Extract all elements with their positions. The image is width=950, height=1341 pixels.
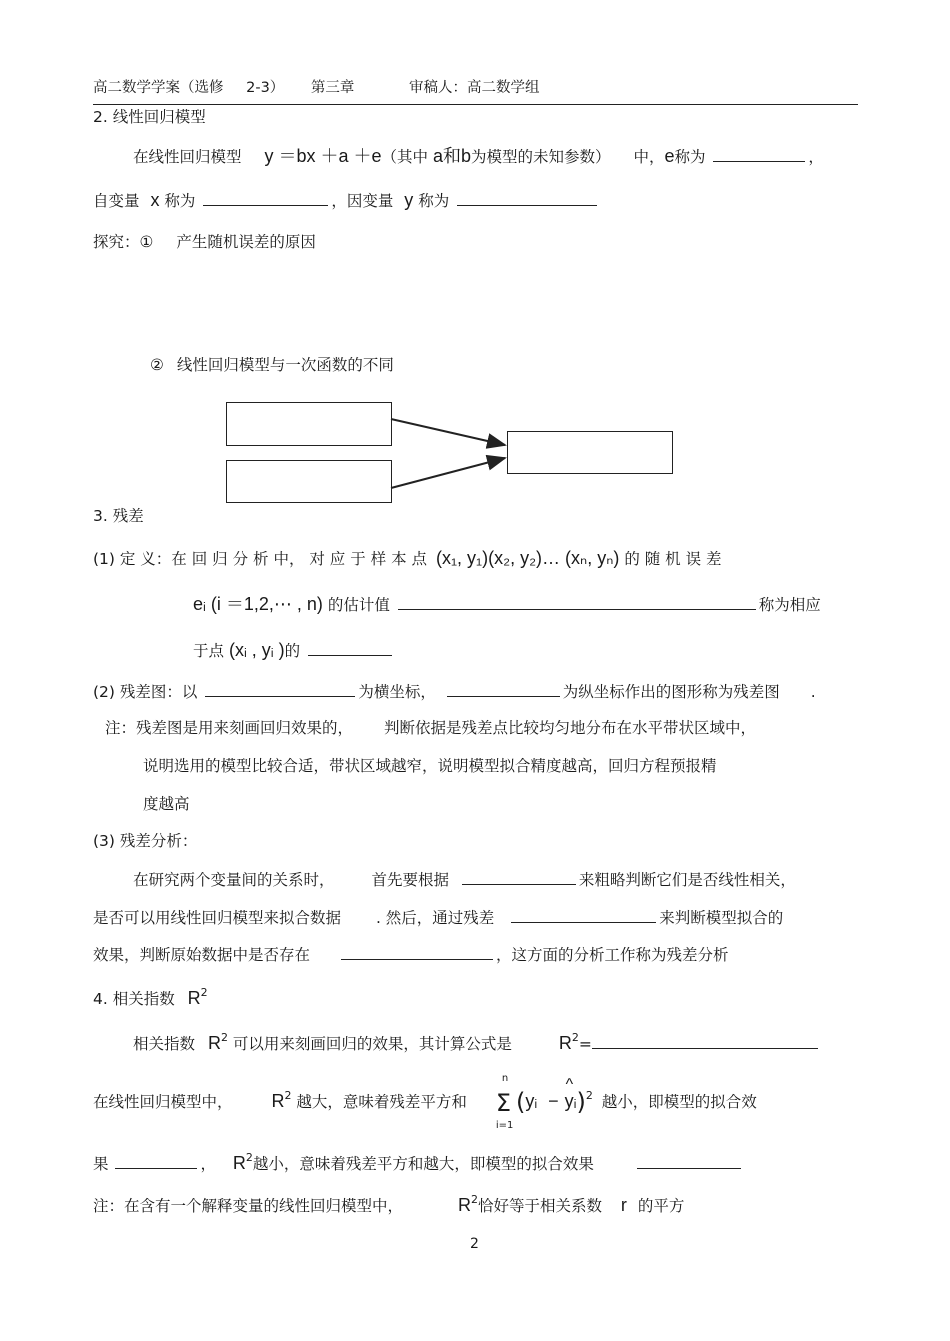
note-line3: 度越高 [143, 795, 190, 813]
r2-line1: 相关指数 $R^2$ 可以用来刻画回归的效果，其计算公式是 $R^2=$ [133, 1031, 821, 1055]
note-line2: 说明选用的模型比较合适，带状区域越窄，说明模型拟合精度越高，回归方程预报精 [143, 757, 717, 775]
sec2-para2: 自变量 x 称为 ，因变量 y 称为 [93, 190, 600, 212]
header-course: 2-3） [246, 80, 285, 96]
note-line1: 注：残差图是用来刻画回归效果的， 判断依据是残差点比较均匀地分布在水平带状区域中， [105, 719, 756, 737]
blank-fit-better[interactable] [115, 1154, 197, 1169]
blank-x-axis[interactable] [205, 682, 355, 697]
blank-fit-worse[interactable] [637, 1154, 741, 1169]
header-left: 高二数学学案（选修 [93, 80, 224, 96]
analysis-line3: 效果，判断原始数据中是否存在 ，这方面的分析工作称为残差分析 [93, 946, 729, 964]
blank-estimate[interactable] [398, 595, 756, 610]
header-reviewer: 审稿人：高二数学组 [409, 80, 540, 96]
analysis-line1: 在研究两个变量间的关系时， 首先要根据 来粗略判断它们是否线性相关， [133, 871, 796, 889]
analysis-line2: 是否可以用线性回归模型来拟合数据 . 然后，通过残差 来判断模型拟合的 [93, 909, 784, 927]
sec2-title: 2. 线性回归模型 [93, 108, 206, 126]
residual-analysis-title: (3) 残差分析： [93, 832, 198, 850]
residual-definition-line2: eᵢ (i ＝1,2,⋯ , n) 的估计值 称为相应 [193, 594, 821, 614]
sample-points: (x₁, y₁)(x₂, y₂)… (xₙ, yₙ) [435, 548, 620, 568]
sec2-para1: 在线性回归模型 y ＝bx ＋a ＋e（其中 a和b为模型的未知参数） 中，e称为 ， [133, 146, 824, 166]
residual-definition-line1: (1) 定 义：在 回 归 分 析 中， 对 应 于 样 本 点 (x₁, y₁)(x₂, y₂)… (xₙ, yₙ) 的 随 机 误 差 [93, 548, 722, 568]
explore-1: 探究：① 产生随机误差的原因 [93, 233, 316, 251]
blank-residual-method[interactable] [511, 908, 656, 923]
page-number: 2 [470, 1236, 479, 1252]
arrow-top [391, 419, 505, 445]
blank-outliers[interactable] [341, 945, 493, 960]
blank-scatter[interactable] [462, 870, 576, 885]
blank-residual-name[interactable] [308, 641, 392, 656]
summation-symbol: n Σ i=1 [495, 1073, 514, 1131]
residual-plot-line: (2) 残差图：以 为横坐标， 为纵坐标作出的图形称为残差图 . [93, 683, 816, 701]
r2-note: 注：在含有一个解释变量的线性回归模型中， $R^2$恰好等于相关系数 r 的平方 [93, 1193, 685, 1215]
r2-line3: 果 ， $R^2$越小，意味着残差平方和越大，即模型的拟合效果 [93, 1151, 744, 1175]
sec3-title: 3. 残差 [93, 507, 144, 525]
header-chapter: 第三章 [310, 80, 355, 96]
sec4-title: 4. 相关指数 $R^2$ [93, 986, 208, 1008]
regression-formula: y ＝bx ＋a ＋e [264, 146, 382, 166]
arrow-bottom [391, 458, 505, 488]
explore-2: ② 线性回归模型与一次函数的不同 [150, 356, 394, 374]
blank-r2-formula[interactable] [592, 1034, 818, 1049]
r2-line2: 在线性回归模型中， $R^2$ 越大，意味着残差平方和 n Σ i=1 (yᵢ −^ yᵢ)$^2$ 越小，即模型的拟合效 [93, 1088, 757, 1118]
residual-definition-line3: 于点 (xᵢ , yᵢ )的 [193, 640, 395, 662]
blank-y-axis[interactable] [447, 682, 560, 697]
y-hat: ^ yᵢ [565, 1091, 577, 1113]
